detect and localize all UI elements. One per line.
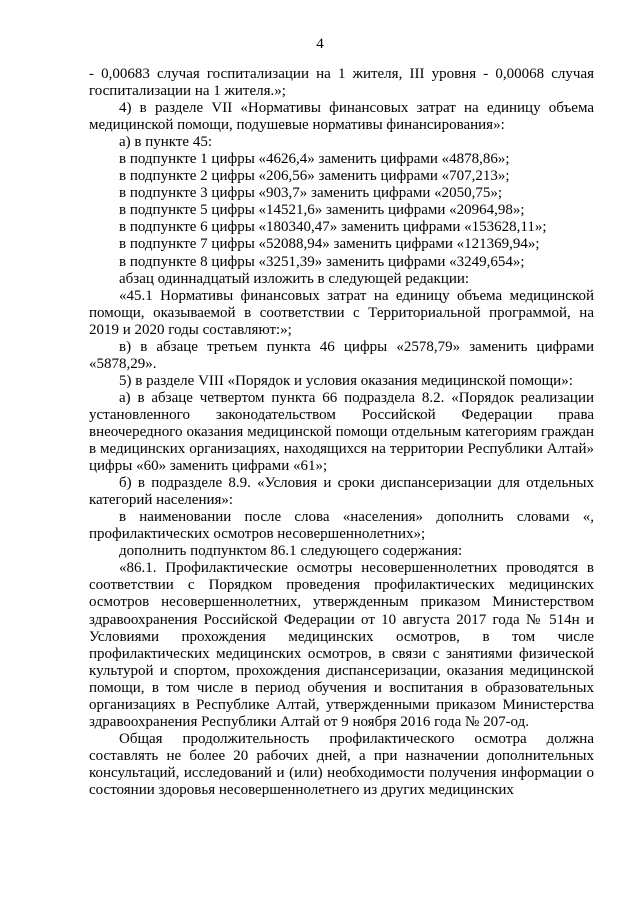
document-paragraph: 4) в разделе VII «Нормативы финансовых затрат на единицу объема медицинской помощи, подушевые нормативы финансирования»: — [89, 100, 594, 134]
document-paragraph: дополнить подпунктом 86.1 следующего содержания: — [119, 543, 463, 560]
document-paragraph: в подпункте 3 цифры «903,7» заменить цифрами «2050,75»; — [119, 185, 503, 202]
page-number: 4 — [316, 36, 324, 52]
document-paragraph: в подпункте 5 цифры «14521,6» заменить цифрами «20964,98»; — [119, 202, 525, 219]
document-paragraph: а) в абзаце четвертом пункта 66 подраздела 8.2. «Порядок реализации установленного законодательством Российской Федерации права внеочередного оказания медицинской помощи отдельным категориям граждан в медицинских организациях, находящихся на территории Республики Алтай» цифры «60» заменить цифрами «61»; — [89, 389, 594, 475]
document-paragraph: б) в подразделе 8.9. «Условия и сроки диспансеризации для отдельных категорий населения»: — [89, 475, 594, 509]
document-paragraph: в подпункте 7 цифры «52088,94» заменить цифрами «121369,94»; — [119, 236, 540, 253]
document-paragraph: в подпункте 8 цифры «3251,39» заменить цифрами «3249,654»; — [119, 253, 525, 270]
document-paragraph: 5) в разделе VIII «Порядок и условия оказания медицинской помощи»: — [119, 372, 573, 389]
document-body — [89, 66, 594, 799]
document-paragraph: в наименовании после слова «населения» дополнить словами «, профилактических осмотров несовершеннолетних»; — [89, 509, 594, 543]
document-paragraph: «45.1 Нормативы финансовых затрат на единицу объема медицинской помощи, оказываемой в соответствии с Территориальной программой, на 2019 и 2020 годы составляют:»; — [89, 287, 594, 338]
document-paragraph: «86.1. Профилактические осмотры несовершеннолетних проводятся в соответствии с Порядком проведения профилактических медицинских осмотров несовершеннолетних, утвержденным приказом Министерством здравоохранения Российской Федерации от 10 августа 2017 года № 514н и Условиями прохождения медицинских осмотров, в том числе профилактических медицинских осмотров, в связи с занятиями физической культурой и спортом, прохождения диспансеризации, оказания медицинской помощи, в том числе в период обучения и воспитания в образовательных организациях в Республике Алтай, утвержденными приказом Министерства здравоохранения Республики Алтай от 9 ноября 2016 года № 207-од. — [89, 560, 594, 730]
document-paragraph: Общая продолжительность профилактического осмотра должна составлять не более 20 рабочих дней, а при назначении дополнительных консультаций, исследований и (или) необходимости получения информации о состоянии здоровья несовершеннолетнего из других медицинских — [89, 730, 594, 798]
document-paragraph: в подпункте 6 цифры «180340,47» заменить цифрами «153628,11»; — [119, 219, 547, 236]
document-paragraph: в) в абзаце третьем пункта 46 цифры «2578,79» заменить цифрами «5878,29». — [89, 338, 594, 372]
document-paragraph: - 0,00683 случая госпитализации на 1 жителя, III уровня - 0,00068 случая госпитализации на 1 жителя.»; — [89, 66, 594, 100]
document-paragraph: абзац одиннадцатый изложить в следующей редакции: — [119, 270, 470, 287]
document-paragraph: в подпункте 2 цифры «206,56» заменить цифрами «707,213»; — [119, 168, 510, 185]
document-paragraph: в подпункте 1 цифры «4626,4» заменить цифрами «4878,86»; — [119, 151, 510, 168]
document-paragraph: а) в пункте 45: — [119, 134, 213, 151]
